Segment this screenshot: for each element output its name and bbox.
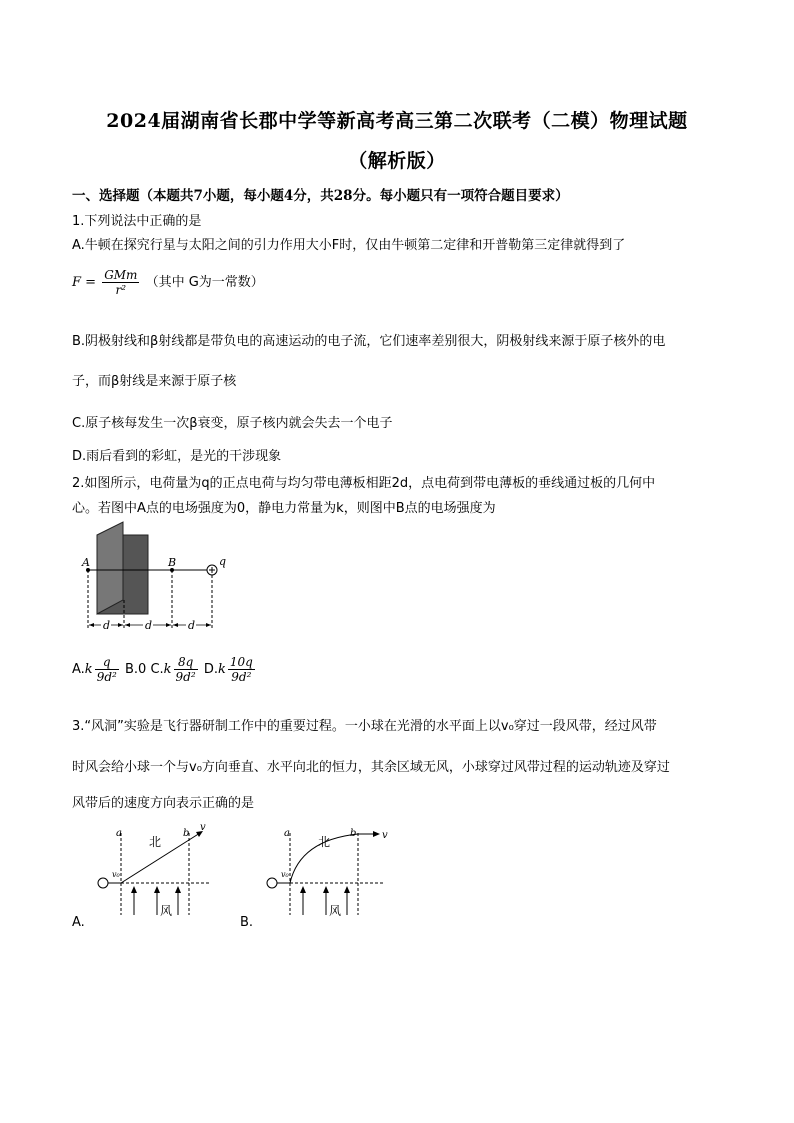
q3-stem-line2: 时风会给小球一个与v₀方向垂直、水平向北的恒力，其余区域无风，小球穿过风带过程的运动轨迹及穿过	[72, 760, 670, 775]
q2-option-d-prefix: D.	[203, 662, 218, 677]
q2-option-d-k: k	[217, 662, 226, 677]
q3-option-a: A.	[72, 915, 85, 930]
q3-figure-a	[98, 822, 210, 918]
q1-stem: 1.下列说法中正确的是	[72, 214, 202, 229]
q2-option-c-den: 9d²	[175, 670, 196, 684]
q2-option-d-num: 10q	[229, 655, 253, 669]
q3-option-b: B.	[240, 915, 254, 930]
q2-stem-line2: 心。若图中A点的电场强度为0，静电力常量为k，则图中B点的电场强度为	[72, 501, 496, 516]
q2-option-c-prefix: C.	[150, 662, 164, 677]
q3-figure-b	[267, 828, 388, 918]
fig-b-label-b: b	[350, 828, 357, 839]
q2-option-a-prefix: A.	[72, 662, 85, 677]
page-subtitle: （解析版）	[348, 150, 446, 172]
fig-a-ball	[98, 878, 108, 888]
formula-numerator: GMm	[104, 268, 138, 282]
q3-stem-line1: 3.“风洞”实验是飞行器研制工作中的重要过程。一小球在光滑的水平面上以v₀穿过一段风带，经过风带	[72, 719, 657, 734]
q1-option-b-line2: 子，而β射线是来源于原子核	[72, 374, 237, 389]
label-a: A	[82, 556, 90, 569]
fig-a-north: 北	[149, 835, 162, 849]
label-d-2: d	[145, 619, 153, 632]
fig-a-label-a: a	[116, 828, 122, 839]
q2-option-a-den: 9d²	[96, 670, 117, 684]
fig-b-ball	[267, 878, 277, 888]
fig-a-v: v	[200, 822, 206, 833]
q2-option-a-num: q	[102, 655, 111, 669]
fig-b-north: 北	[318, 835, 331, 849]
formula-denominator: r²	[102, 282, 139, 297]
label-b: B	[168, 556, 177, 569]
q1-option-a: A.牛顿在探究行星与太阳之间的引力作用大小F时，仅由牛顿第二定律和开普勒第三定律就得到了	[72, 238, 626, 253]
formula-note: （其中 G为一常数）	[145, 275, 264, 290]
fig-a-label-b: b	[183, 828, 190, 839]
label-d-3: d	[188, 619, 196, 632]
label-q: q	[219, 555, 227, 568]
fig-a-wind: 风	[160, 904, 173, 918]
q1-option-d: D.雨后看到的彩虹，是光的干涉现象	[72, 449, 282, 464]
q1-option-c: C.原子核每发生一次β衰变，原子核内就会失去一个电子	[72, 416, 393, 431]
label-d-1: d	[103, 619, 111, 632]
fig-b-v0: v₀	[281, 870, 289, 879]
q2-option-c-k: k	[163, 662, 172, 677]
section-header: 一、选择题（本题共7小题，每小题4分，共28分。每小题只有一项符合题目要求）	[72, 188, 569, 204]
q2-option-d-den: 9d²	[228, 669, 255, 684]
q3-stem-line3: 风带后的速度方向表示正确的是	[72, 796, 255, 811]
q2-option-a-k: k	[84, 662, 93, 677]
fig-b-v: v	[382, 830, 388, 841]
fig-b-label-a: a	[284, 828, 290, 839]
q2-option-b: B.0	[124, 662, 147, 677]
formula-lhs: F =	[72, 275, 97, 290]
fig-a-v0: v₀	[112, 870, 120, 879]
fig-b-wind: 风	[329, 904, 342, 918]
q1-option-b-line1: B.阴极射线和β射线都是带负电的高速运动的电子流，它们速率差别很大，阴极射线来源于原子核外的电	[72, 334, 666, 349]
q2-stem-line1: 2.如图所示，电荷量为q的正点电荷与均匀带电薄板相距2d，点电荷到带电薄板的垂线通过板的几何中	[72, 476, 656, 491]
q2-option-c-num: 8q	[177, 655, 194, 669]
page-title: 2024届湖南省长郡中学等新高考高三第二次联考（二模）物理试题	[106, 110, 688, 132]
